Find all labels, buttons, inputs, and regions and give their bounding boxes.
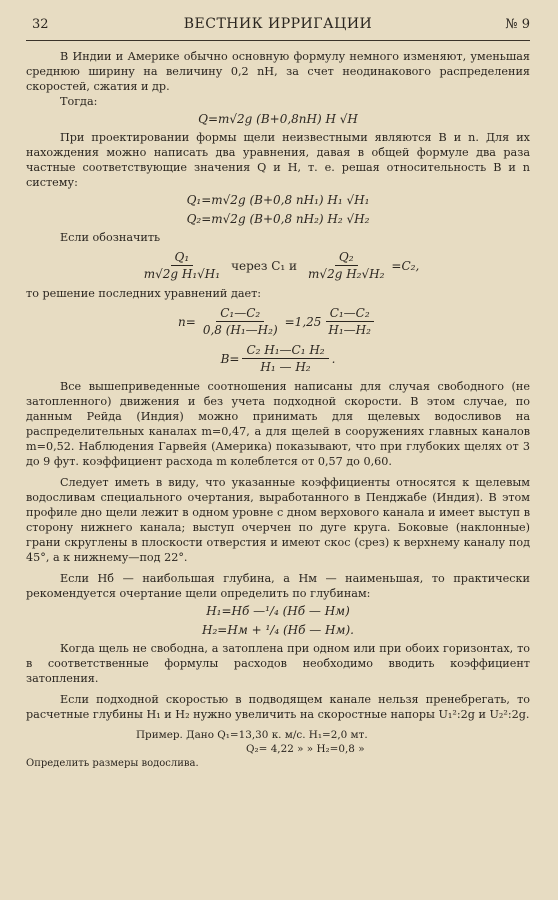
fraction-c1-numerator: Q₁ <box>171 249 194 266</box>
example-task: Определить размеры водослива. <box>26 758 199 769</box>
notation-c2-eq: =C₂, <box>391 258 420 273</box>
fraction-n-1-numerator: C₁—C₂ <box>216 305 264 322</box>
paragraph-7: Когда щель не свободна, а затоплена при одном или при обоих горизонтах, то в соответственные формулы расходов необходимо вводить коэффициент затопления. <box>26 642 530 685</box>
fraction-n-1 <box>199 305 282 338</box>
fraction-n-1-denominator: 0,8 (H₁—H₂) <box>202 323 278 337</box>
fraction-n-2-numerator: C₁—C₂ <box>326 305 374 322</box>
formula-h1: H₁=Нб —¹/₄ (Нб — Нм) <box>206 604 350 618</box>
fraction-b-numerator: C₂ H₁—C₁ H₂ <box>242 342 328 359</box>
fraction-c2-numerator: Q₂ <box>335 249 358 266</box>
formula-b-end: . <box>331 351 336 366</box>
paragraph-6: Если Нб — наибольшая глубина, а Нм — наименьшая, то практически рекомендуется очертание щели определить по глубинам: <box>26 572 530 600</box>
example-block <box>26 728 530 756</box>
formula-n-lhs: n= <box>178 314 196 329</box>
formula-notation <box>26 249 530 282</box>
formula-n <box>26 305 530 338</box>
fraction-b <box>242 342 328 375</box>
fraction-b-denominator: H₁ — H₂ <box>260 360 311 374</box>
paragraph-1: В Индии и Америке обычно основную формулу немного изменяют, уменьшая среднюю ширину на величину 0,2 nH, за счет неодинакового распределения скоростей, сжатия и др. <box>26 50 530 93</box>
paragraph-3-lead: Если обозначить <box>60 231 161 244</box>
paragraph-2: При проектировании формы щели неизвестными являются B и n. Для их нахождения можно написать два уравнения, давая в общей формуле два раза частные соответствующие значения Q и H, т. е. решая относительность B и n систему: <box>26 131 530 189</box>
notation-through: через C₁ и <box>231 258 298 273</box>
paragraph-then: Тогда: <box>60 95 98 108</box>
running-header <box>26 14 530 41</box>
fraction-c2-denominator: m√2g H₂√H₂ <box>308 267 385 281</box>
formula-h2: H₂=Нм + ¹/₄ (Нб — Нм). <box>202 623 354 637</box>
page-number: 32 <box>32 17 49 32</box>
paragraph-4: Все вышеприведенные соотношения написаны для случая свободного (не затопленного) движения и без учета подходной скорости. В этом случае, по данным Рейда (Индия) можно принимать для щелевых водосливов на распределительных каналах m=0,47, а для щелей в сооружениях главных каналов m=0,52. Наблюдения Гарвейя (Америка) показывают, что при глубоких щелях от 3 до 9 фут. коэффициент расхода m колеблется от 0,57 до 0,60. <box>26 380 530 468</box>
formula-system-1: Q₁=m√2g (B+0,8 nH₁) H₁ √H₁ <box>186 193 370 207</box>
fraction-c1-denominator: m√2g H₁√H₁ <box>143 267 221 281</box>
formula-system-2: Q₂=m√2g (B+0,8 nH₂) H₂ √H₂ <box>186 212 370 226</box>
example-line-1: Пример. Дано Q₁=13,30 к. м/с. H₁=2,0 мт. <box>136 729 368 741</box>
example-line-2: Q₂= 4,22 » » H₂=0,8 » <box>246 743 365 755</box>
fraction-c2 <box>304 249 388 282</box>
paragraph-3-tail: то решение последних уравнений дает: <box>26 287 262 300</box>
formula-b-lhs: B= <box>220 351 240 366</box>
formula-main: Q=m√2g (B+0,8nH) H √H <box>198 112 358 126</box>
issue-number: № 9 <box>505 17 530 32</box>
journal-title: ВЕСТНИК ИРРИГАЦИИ <box>183 16 373 32</box>
fraction-n-2 <box>324 305 375 338</box>
formula-b <box>26 342 530 375</box>
fraction-c1 <box>140 249 224 282</box>
paragraph-8: Если подходной скоростью в подводящем канале нельзя пренебрегать, то расчетные глубины H₁ и H₂ нужно увеличить на скоростные напоры U₁²:2g и U₂²:2g. <box>26 693 530 721</box>
paragraph-5: Следует иметь в виду, что указанные коэффициенты относятся к щелевым водосливам специального очертания, выработанного в Пенджабе (Индия). В этом профиле дно щели лежит в одном уровне с дном верхового канала и имеет выступ в сторону нижнего канала; выступ очерчен по дуге круга. Боковые (наклонные) грани скруглены в плоскости отверстия и имеют скос (срез) к верхнему каналу под 45°, а к нижнему—под 22°. <box>26 476 530 564</box>
formula-n-mid: =1,25 <box>284 314 322 329</box>
fraction-n-2-denominator: H₁—H₂ <box>328 323 371 337</box>
